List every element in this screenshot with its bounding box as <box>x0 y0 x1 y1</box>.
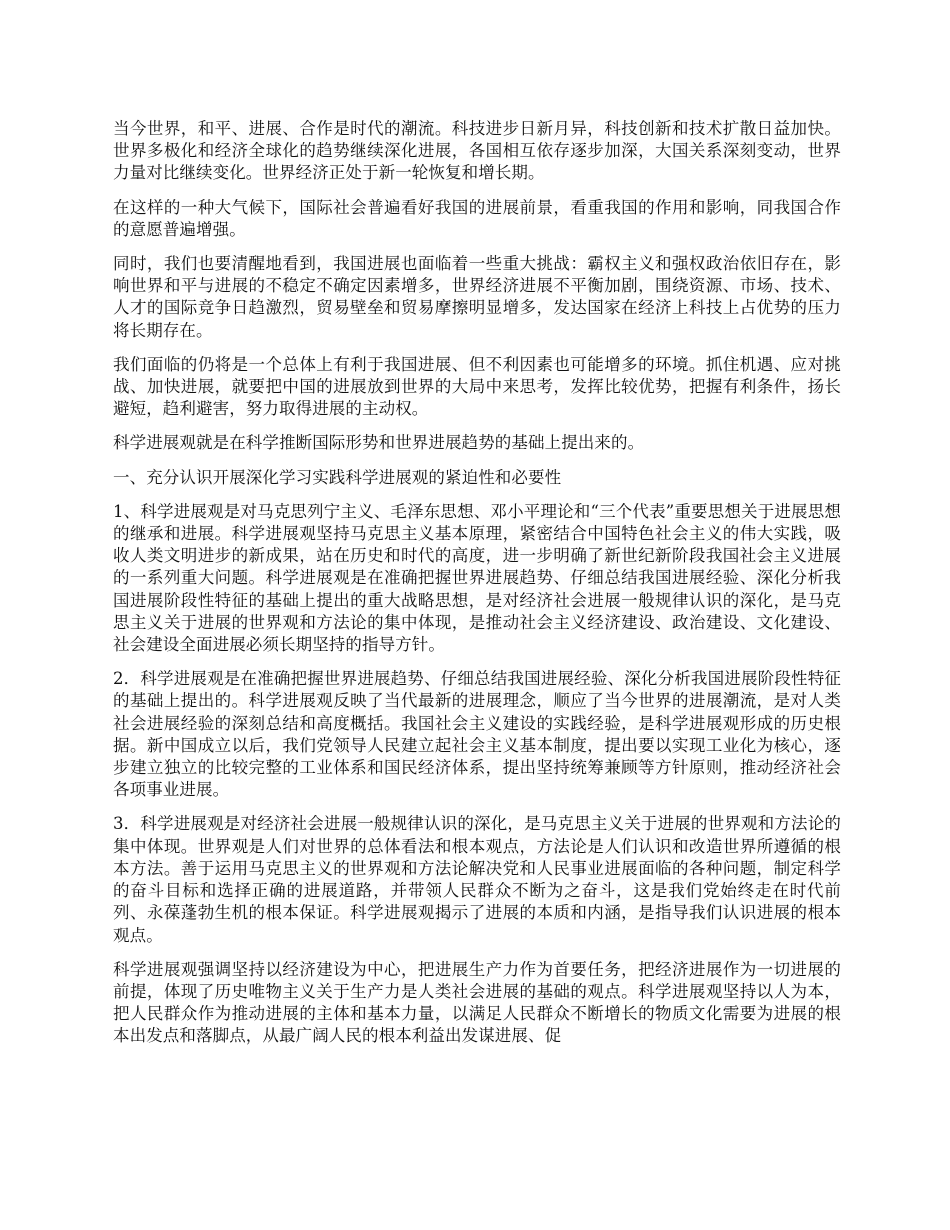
paragraph-point-3: 3．科学进展观是对经济社会进展一般规律认识的深化，是马克思主义关于进展的世界观和方法论的集中体现。世界观是人们对世界的总体看法和根本观点，方法论是人们认识和改造世界所遵循的根本方法。善于运用马克思主义的世界观和方法论解决党和人民事业进展面临的各种问题，制定科学的奋斗目标和选择正确的进展道路，并带领人民群众不断为之奋斗，这是我们党始终走在时代前列、永葆蓬勃生机的根本保证。科学进展观揭示了进展的本质和内涵，是指导我们认识进展的根本观点。 <box>113 814 841 945</box>
paragraph-environment: 我们面临的仍将是一个总体上有利于我国进展、但不利因素也可能增多的环境。抓住机遇、应对挑战、加快进展，就要把中国的进展放到世界的大局中来思考，发挥比较优势，把握有利条件，扬长避短，趋利避害，努力取得进展的主动权。 <box>113 354 841 419</box>
paragraph-point-1: 1、科学进展观是对马克思列宁主义、毛泽东思想、邓小平理论和“三个代表”重要思想关于进展思想的继承和进展。科学进展观坚持马克思主义基本原理，紧密结合中国特色社会主义的伟大实践，吸收人类文明进步的新成果，站在历史和时代的高度，进一步明确了新世纪新阶段我国社会主义进展的一系列重大问题。科学进展观是在准确把握世界进展趋势、仔细总结我国进展经验、深化分析我国进展阶段性特征的基础上提出的重大战略思想，是对经济社会进展一般规律认识的深化，是马克思主义关于进展的世界观和方法论的集中体现，是推动社会主义经济建设、政治建设、文化建设、社会建设全面进展必须长期坚持的指导方针。 <box>113 501 841 655</box>
paragraph-scientific-outlook-origin: 科学进展观就是在科学推断国际形势和世界进展趋势的基础上提出来的。 <box>113 433 645 453</box>
paragraph-point-2: 2．科学进展观是在准确把握世界进展趋势、仔细总结我国进展经验、深化分析我国进展阶段性特征的基础上提出的。科学进展观反映了当代最新的进展理念，顺应了当今世界的进展潮流，是对人类社会进展经验的深刻总结和高度概括。我国社会主义建设的实践经验，是科学进展观形成的历史根据。新中国成立以后，我们党领导人民建立起社会主义基本制度，提出要以实现工业化为核心，逐步建立独立的比较完整的工业体系和国民经济体系，提出坚持统筹兼顾等方针原则，推动经济社会各项事业进展。 <box>113 669 841 800</box>
paragraph-economic-construction: 科学进展观强调坚持以经济建设为中心，把进展生产力作为首要任务，把经济进展作为一切进展的前提，体现了历史唯物主义关于生产力是人类社会进展的基础的观点。科学进展观坚持以人为本，把人民群众作为推动进展的主体和基本力量，以满足人民群众不断增长的物质文化需要为进展的根本出发点和落脚点，从最广阔人民的根本利益出发谋进展、促 <box>113 959 841 1046</box>
paragraph-world-situation: 当今世界，和平、进展、合作是时代的潮流。科技进步日新月异，科技创新和技术扩散日益加快。世界多极化和经济全球化的趋势继续深化进展，各国相互依存逐步加深，大国关系深刻变动，世界力量对比继续变化。世界经济正处于新一轮恢复和增长期。 <box>113 119 841 183</box>
section-heading-1: 一、充分认识开展深化学习实践科学进展观的紧迫性和必要性 <box>113 467 562 487</box>
paragraph-international-outlook: 在这样的一种大气候下，国际社会普遍看好我国的进展前景，看重我国的作用和影响，同我国合作的意愿普遍增强。 <box>113 197 841 239</box>
paragraph-challenges: 同时，我们也要清醒地看到，我国进展也面临着一些重大挑战：霸权主义和强权政治依旧存在，影响世界和平与进展的不稳定不确定因素增多，世界经济进展不平衡加剧，围绕资源、市场、技术、人才的国际竞争日趋激烈，贸易壁垒和贸易摩擦明显增多，发达国家在经济上科技上占优势的压力将长期存在。 <box>113 254 841 340</box>
document-body <box>113 118 841 1060</box>
